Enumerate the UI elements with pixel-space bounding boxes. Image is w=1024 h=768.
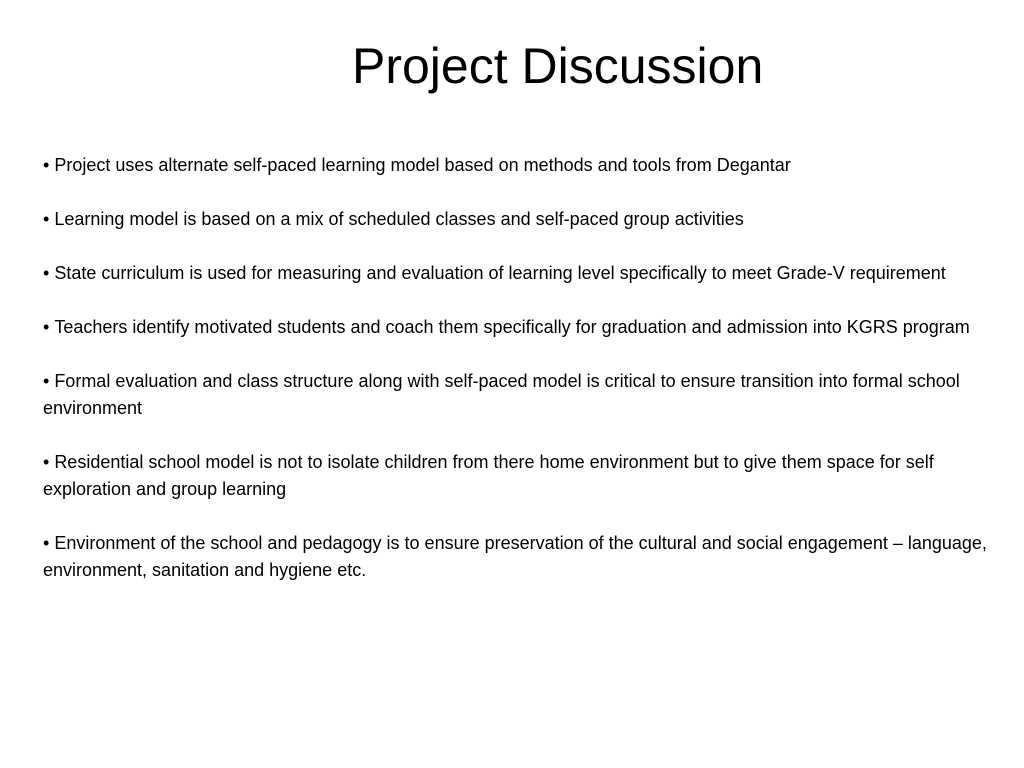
bullet-mark: • bbox=[43, 452, 50, 472]
bullet-mark: • bbox=[43, 317, 50, 337]
bullet-mark: • bbox=[43, 209, 50, 229]
bullet-text: State curriculum is used for measuring and evaluation of learning level specifically to meet Grade-V requirement bbox=[54, 263, 946, 283]
bullet-text: Project uses alternate self-paced learning model based on methods and tools from Degantar bbox=[54, 155, 791, 175]
bullet-item bbox=[43, 260, 988, 287]
bullet-text: Formal evaluation and class structure along with self-paced model is critical to ensure transition into formal school environment bbox=[43, 371, 960, 418]
bullet-item bbox=[43, 368, 988, 422]
bullet-mark: • bbox=[43, 533, 50, 553]
bullet-item bbox=[43, 314, 988, 341]
slide-title: Project Discussion bbox=[352, 38, 764, 94]
bullet-item bbox=[43, 206, 988, 233]
bullet-item bbox=[43, 530, 988, 584]
bullet-text: Environment of the school and pedagogy is to ensure preservation of the cultural and social engagement – language, environment, sanitation and hygiene etc. bbox=[43, 533, 987, 580]
bullet-item bbox=[43, 152, 988, 179]
bullet-text: Learning model is based on a mix of scheduled classes and self-paced group activities bbox=[54, 209, 744, 229]
bullet-mark: • bbox=[43, 263, 50, 283]
bullet-text: Teachers identify motivated students and coach them specifically for graduation and admission into KGRS program bbox=[54, 317, 970, 337]
bullet-mark: • bbox=[43, 371, 50, 391]
bullet-list bbox=[43, 152, 988, 584]
bullet-mark: • bbox=[43, 155, 50, 175]
bullet-item bbox=[43, 449, 988, 503]
bullet-text: Residential school model is not to isolate children from there home environment but to give them space for self exploration and group learning bbox=[43, 452, 934, 499]
